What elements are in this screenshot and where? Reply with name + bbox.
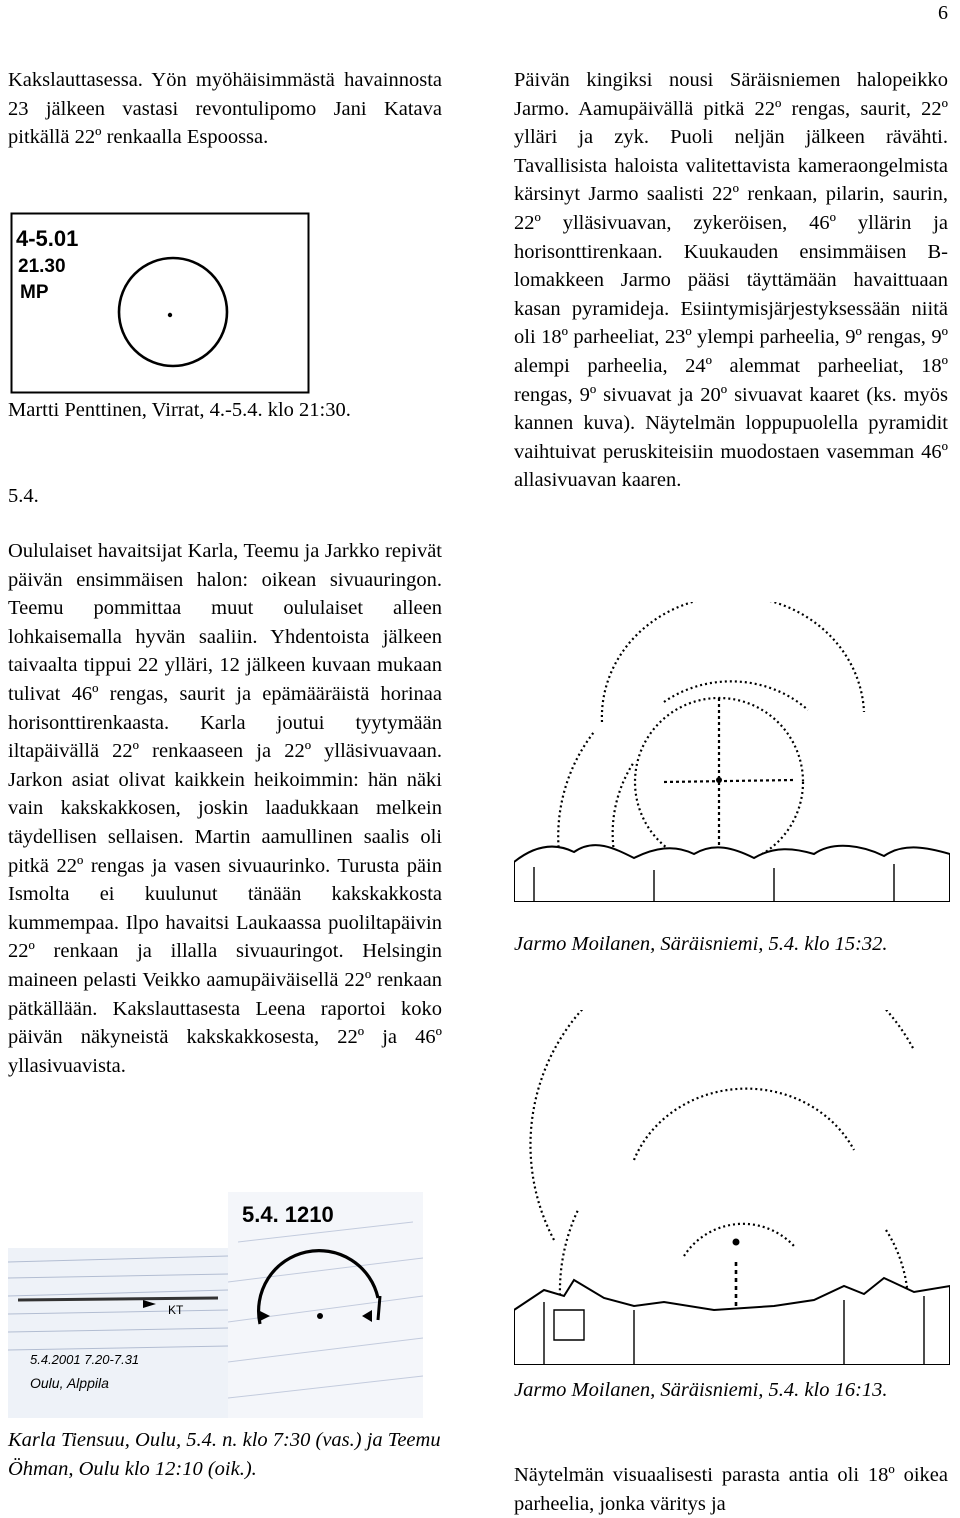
caption-penttinen: Martti Penttinen, Virrat, 4.-5.4. klo 21:30. (8, 399, 351, 421)
caption-moilanen-1532: Jarmo Moilanen, Säräisniemi, 5.4. klo 15:32. (514, 933, 888, 955)
sketch-tiensuu-kt-label: KT (168, 1303, 184, 1317)
date-heading: 5.4. (8, 485, 39, 507)
left-body-wrap (8, 537, 442, 1080)
caption-moilanen-1613-wrap (514, 1376, 948, 1405)
right-body-paragraph: Päivän kingiksi nousi Säräisniemen halopeikko Jarmo. Aamupäivällä pitkä 22º rengas, saurit, 22º ylläri ja zyk. Puoli neljän jälkeen rävähti. Tavallisista haloista valitettavista kameraongelmista kärsinyt Jarmo saalisti 22º renkaan, pilarin, saurin, 22º ylläsivuavan, zykeröisen, 46º yllärin ja horisonttirenkaan. Kuukauden ensimmäisen B-lomakkeen Jarmo pääsi täyttämään havaittuaan kasan pyramideja. Esiintymisjärjestyksessään niitä oli 18º parheeliat, 23º ylempi parheelia, 9º rengas, 9º alempi parheelia, 24º alemmat parheeliat, 18º rengas, 9º sivuavat ja 20º sivuavat kaaret (ks. myös kannen kuva). Näytelmän loppupuolella pyramidit vaihtuivat peruskiteisiin muodostaen vasemman 46º allasivuavan kaaren. (514, 69, 948, 492)
right-column (514, 66, 948, 495)
caption-moilanen-1613: Jarmo Moilanen, Säräisniemi, 5.4. klo 16:13. (514, 1379, 888, 1401)
sketch1-time-label: 21.30 (18, 256, 66, 277)
sketch-moilanen-1613 (514, 1010, 950, 1370)
sketch1-initials-label: MP (20, 282, 49, 303)
left-column (8, 66, 442, 152)
date-heading-wrap (8, 482, 442, 511)
sketch-tiensuu (8, 1192, 228, 1423)
sketch1-date-label: 4-5.01 (16, 226, 79, 251)
sketch-ohman (228, 1192, 423, 1423)
caption-tiensuu-ohman: Karla Tiensuu, Oulu, 5.4. n. klo 7:30 (vas.) ja Teemu Öhman, Oulu klo 12:10 (oik.). (8, 1429, 441, 1480)
sketch-tiensuu-label2: Oulu, Alppila (30, 1375, 109, 1391)
sketch-ohman-label: 5.4. 1210 (242, 1202, 334, 1227)
closing-paragraph: Näytelmän visuaalisesti parasta antia oli 18º oikea parheelia, jonka väritys ja (514, 1464, 948, 1515)
caption-penttinen-wrap (8, 396, 442, 425)
caption-tiensuu-ohman-wrap (8, 1426, 448, 1483)
intro-paragraph: Kakslauttasessa. Yön myöhäisimmästä havainnosta 23 jälkeen vastasi revontulipomo Jani Katava pitkällä 22º renkaalla Espoossa. (8, 69, 442, 149)
sketch-moilanen-1532 (514, 602, 950, 907)
sketch-tiensuu-label1: 5.4.2001 7.20-7.31 (30, 1352, 140, 1367)
caption-moilanen-1532-wrap (514, 930, 948, 959)
sketch-penttinen (10, 212, 310, 399)
left-body-paragraph: Oululaiset havaitsijat Karla, Teemu ja Jarkko repivät päivän ensimmäisen halon: oikean sivuauringon. Teemu pommittaa muut oululaiset alleen lohkaisemalla hyvän saaliin. Yhdentoista jälkeen taivaalta tippui 22 ylläri, 12 jälkeen kuvaan mukaan tulivat 46º rengas, saurit ja epämääräistä horinaa horisonttirenkaasta. Karla joutui tyytymään iltapäivällä 22º renkaaseen ja 22º ylläsivuavaan. Jarkon asiat olivat kaikkein heikoimmin: hän näki vain kakskakkosen, joskin laadukkaan melkein täydellisen sellaisen. Martin aamullinen saalis oli pitkä 22º rengas ja vasen sivuaurinko. Turusta päin Ismolta ei kuulunut tänään kakskakkosta kummempaa. Ilpo havaitsi Laukaassa puoliltapäivin 22º renkaan ja illalla sivuauringot. Helsingin maineen pelasti Veikko aamupäiväisellä 22º renkaan pätkällään. Kakslauttasesta Leena raportoi koko päivän näkyneistä kakskakkosesta, 22º ja 46º yllasivuavista. (8, 540, 442, 1077)
closing-paragraph-wrap (514, 1461, 948, 1518)
page-number: 6 (938, 2, 948, 24)
